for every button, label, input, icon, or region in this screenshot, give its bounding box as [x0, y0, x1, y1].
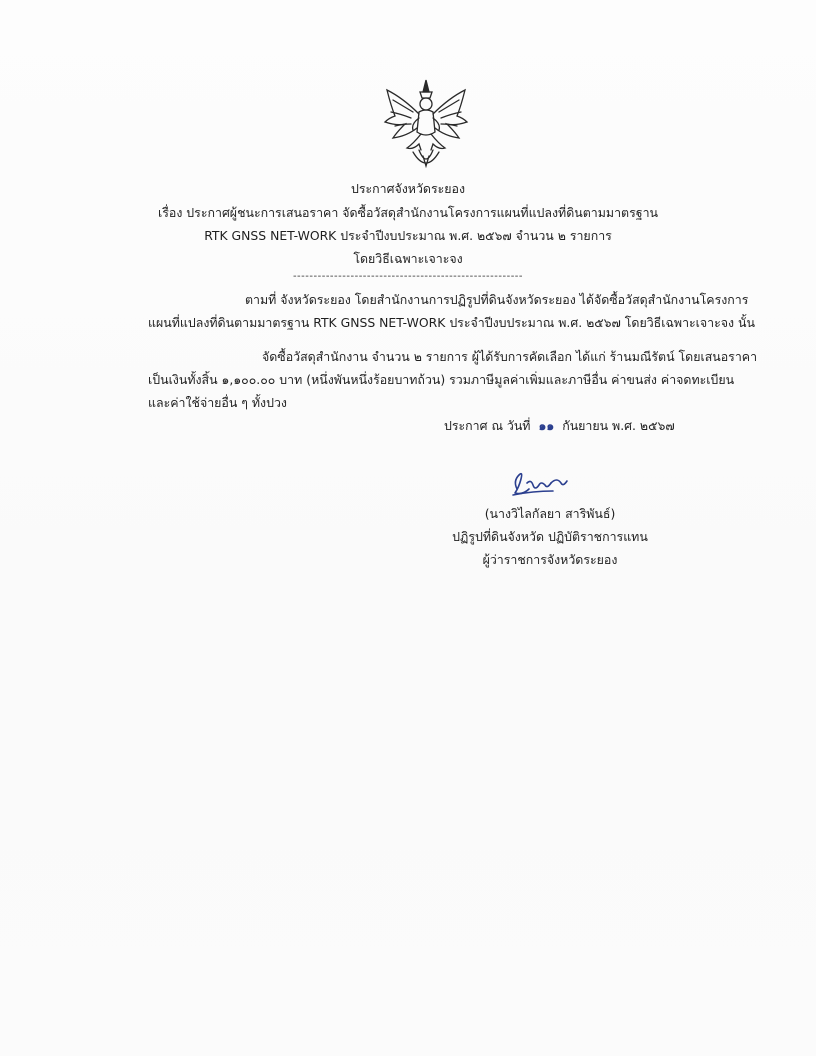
- date-day: ๑๑: [538, 418, 555, 433]
- handwritten-signature-icon: [503, 467, 575, 499]
- paragraph-1-line-1: ตามที่ จังหวัดระยอง โดยสำนักงานการปฏิรูปที่ดินจังหวัดระยอง ได้จัดซื้อวัสดุสำนักงานโครงการ: [245, 292, 749, 307]
- signatory-name: (นางวิไลกัลยา สาริพันธ์): [484, 506, 616, 521]
- announcement-date: [444, 418, 675, 434]
- subject-line-2: RTK GNSS NET-WORK ประจำปีงบประมาณ พ.ศ. ๒๕๖๗ จำนวน ๒ รายการ: [204, 228, 612, 243]
- paragraph-2-line-3: และค่าใช้จ่ายอื่น ๆ ทั้งปวง: [148, 395, 287, 410]
- paragraph-1-line-2: แผนที่แปลงที่ดินตามมาตรฐาน RTK GNSS NET-WORK ประจำปีงบประมาณ พ.ศ. ๒๕๖๗ โดยวิธีเฉพาะเจาะจง นั้น: [148, 315, 755, 330]
- subject-line-3: โดยวิธีเฉพาะเจาะจง: [353, 251, 463, 266]
- divider-line: --------------------------------------------------------: [292, 271, 524, 282]
- signatory-position-2: ผู้ว่าราชการจังหวัดระยอง: [482, 552, 618, 567]
- paragraph-2-line-1: จัดซื้อวัสดุสำนักงาน จำนวน ๒ รายการ ผู้ได้รับการคัดเลือก ได้แก่ ร้านมณีรัตน์ โดยเสนอราคา: [262, 349, 758, 364]
- garuda-emblem-icon: [383, 78, 469, 174]
- signatory-position-1: ปฏิรูปที่ดินจังหวัด ปฏิบัติราชการแทน: [452, 529, 648, 544]
- document-title: ประกาศจังหวัดระยอง: [350, 181, 466, 196]
- subject-line-1: เรื่อง ประกาศผู้ชนะการเสนอราคา จัดซื้อวัสดุสำนักงานโครงการแผนที่แปลงที่ดินตามมาตรฐาน: [157, 205, 659, 220]
- date-prefix: ประกาศ ณ วันที่: [444, 418, 531, 433]
- paragraph-2-line-2: เป็นเงินทั้งสิ้น ๑,๑๐๐.๐๐ บาท (หนึ่งพันหนึ่งร้อยบาทถ้วน) รวมภาษีมูลค่าเพิ่มและภาษีอื่น ค่าขนส่ง ค่าจดทะเบียน: [148, 372, 735, 387]
- date-suffix: กันยายน พ.ศ. ๒๕๖๗: [562, 418, 675, 433]
